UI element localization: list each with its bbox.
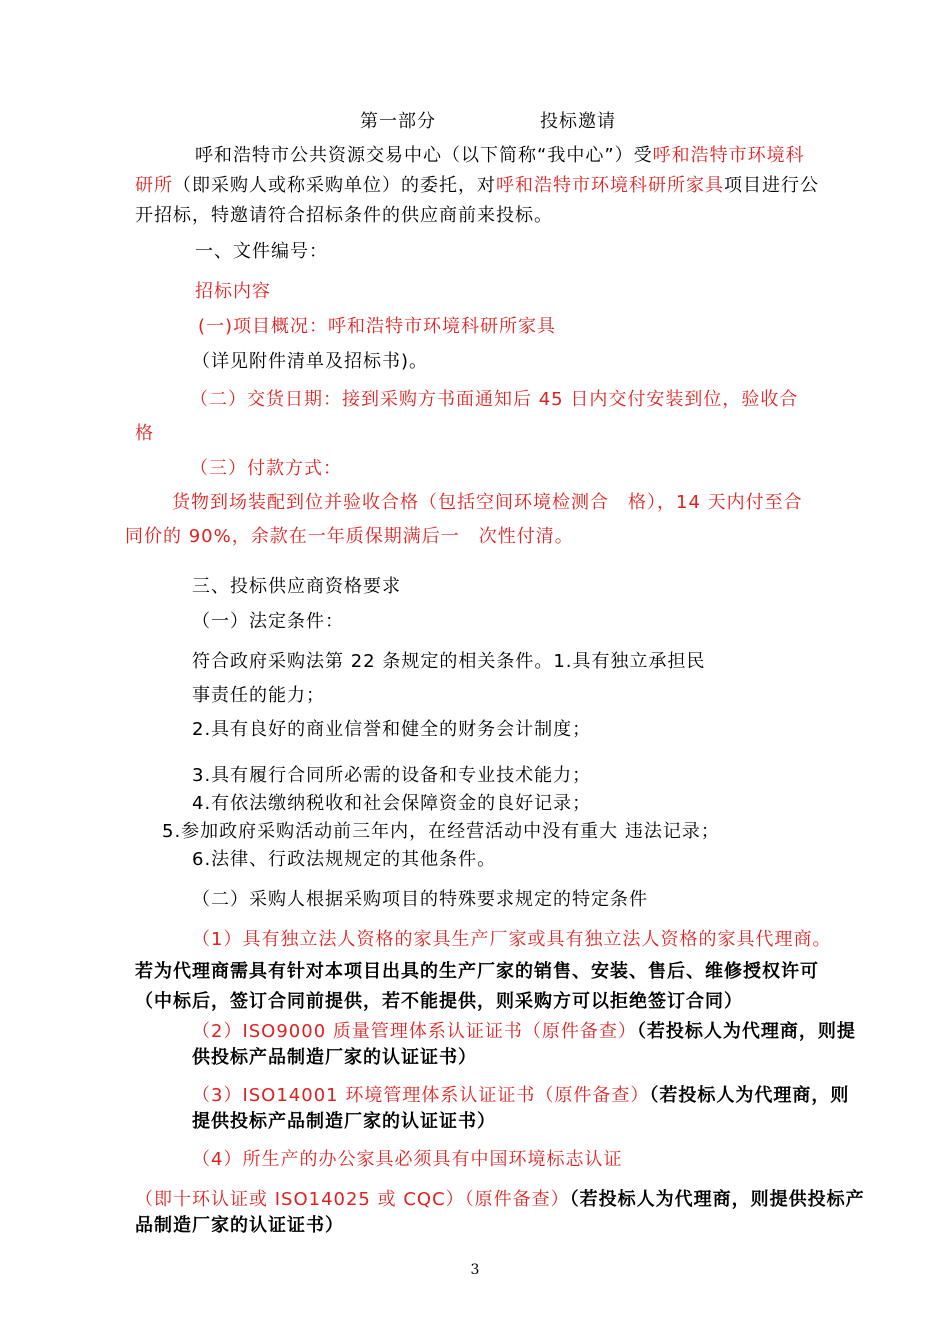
- purchaser-name: 呼和浩特市环境科: [652, 145, 805, 166]
- payment-heading: （三）付款方式：: [190, 458, 342, 479]
- special-condition-3: [192, 1084, 849, 1108]
- special-condition-1-note: 若为代理商需具有针对本项目出具的生产厂家的销售、安装、售后、维修授权许可: [135, 961, 819, 982]
- special-condition-4-cont: [135, 1188, 865, 1212]
- agent-note-cont: 供投标产品制造厂家的认证证书）: [192, 1047, 477, 1068]
- agent-note: （若投标人为代理商，则提供投标产: [569, 1189, 865, 1210]
- delivery-date-line-1: （二）交货日期：接到采购方书面通知后 45 日内交付安装到位，验收合: [190, 389, 799, 410]
- legal-line-1: 符合政府采购法第 22 条规定的相关条件。1.具有独立承担民: [192, 651, 706, 672]
- intro-line-2: [135, 174, 819, 198]
- project-overview: (一)项目概况：呼和浩特市环境科研所家具: [198, 316, 557, 337]
- agent-note: （若投标人为代理商，则提: [636, 1021, 856, 1042]
- iso14001-requirement: （3）ISO14001 环境管理体系认证证书（原件备查）: [192, 1085, 650, 1106]
- legal-item: 2.具有良好的商业信誉和健全的财务会计制度；: [192, 719, 592, 740]
- legal-item: 3.具有履行合同所必需的设备和专业技术能力；: [192, 765, 592, 786]
- agent-note-cont: 提供投标产品制造厂家的认证证书）: [192, 1111, 496, 1132]
- agent-note: （若投标人为代理商，则: [649, 1085, 850, 1106]
- intro-line-3: 开招标，特邀请符合招标条件的供应商前来投标。: [135, 205, 553, 226]
- special-conditions-heading: （二）采购人根据采购项目的特殊要求规定的特定条件: [192, 889, 648, 910]
- intro-text: 项目进行公: [724, 175, 819, 196]
- page-number: 3: [470, 1262, 480, 1278]
- payment-line-2: 同价的 90%，余款在一年质保期满后一 次性付清。: [125, 526, 574, 547]
- section-title: 投标邀请: [540, 111, 616, 132]
- file-number-heading: 一、文件编号：: [195, 241, 328, 262]
- legal-line-2: 事责任的能力；: [192, 685, 325, 706]
- purchaser-name-cont: 研所: [135, 175, 173, 196]
- project-name: 呼和浩特市环境科研所家具: [496, 175, 724, 196]
- legal-conditions-heading: （一）法定条件：: [192, 611, 344, 632]
- legal-item: 6.法律、行政法规规定的其他条件。: [192, 849, 497, 870]
- intro-line-1: [195, 144, 805, 168]
- intro-text: 呼和浩特市公共资源交易中心（以下简称“我中心”）受: [195, 145, 653, 166]
- part-label: 第一部分: [360, 111, 436, 132]
- legal-item: 4.有依法缴纳税收和社会保障资金的良好记录；: [192, 793, 592, 814]
- content-heading: 招标内容: [195, 281, 271, 302]
- legal-item: 5.参加政府采购活动前三年内，在经营活动中没有重大 违法记录；: [162, 821, 720, 842]
- special-condition-2: [192, 1020, 856, 1044]
- agent-note-cont: 品制造厂家的认证证书）: [135, 1215, 344, 1236]
- iso9000-requirement: （2）ISO9000 质量管理体系认证证书（原件备查）: [192, 1021, 637, 1042]
- delivery-date-line-2: 格: [135, 423, 154, 444]
- qualification-heading: 三、投标供应商资格要求: [192, 576, 401, 597]
- special-condition-4: （4）所生产的办公家具必须具有中国环境标志认证: [192, 1149, 623, 1170]
- certification-requirement: （即十环认证或 ISO14025 或 CQC）（原件备查）: [135, 1189, 570, 1210]
- payment-line-1: 货物到场装配到位并验收合格（包括空间环境检测合 格），14 天内付至合: [172, 492, 803, 513]
- special-condition-1: （1）具有独立法人资格的家具生产厂家或具有独立法人资格的家具代理商。: [192, 929, 832, 950]
- intro-text: （即采购人或称采购单位）的委托，对: [173, 175, 496, 196]
- overview-note: （详见附件清单及招标书)。: [192, 351, 429, 372]
- special-condition-1-note: （中标后，签订合同前提供，若不能提供，则采购方可以拒绝签订合同）: [135, 991, 743, 1012]
